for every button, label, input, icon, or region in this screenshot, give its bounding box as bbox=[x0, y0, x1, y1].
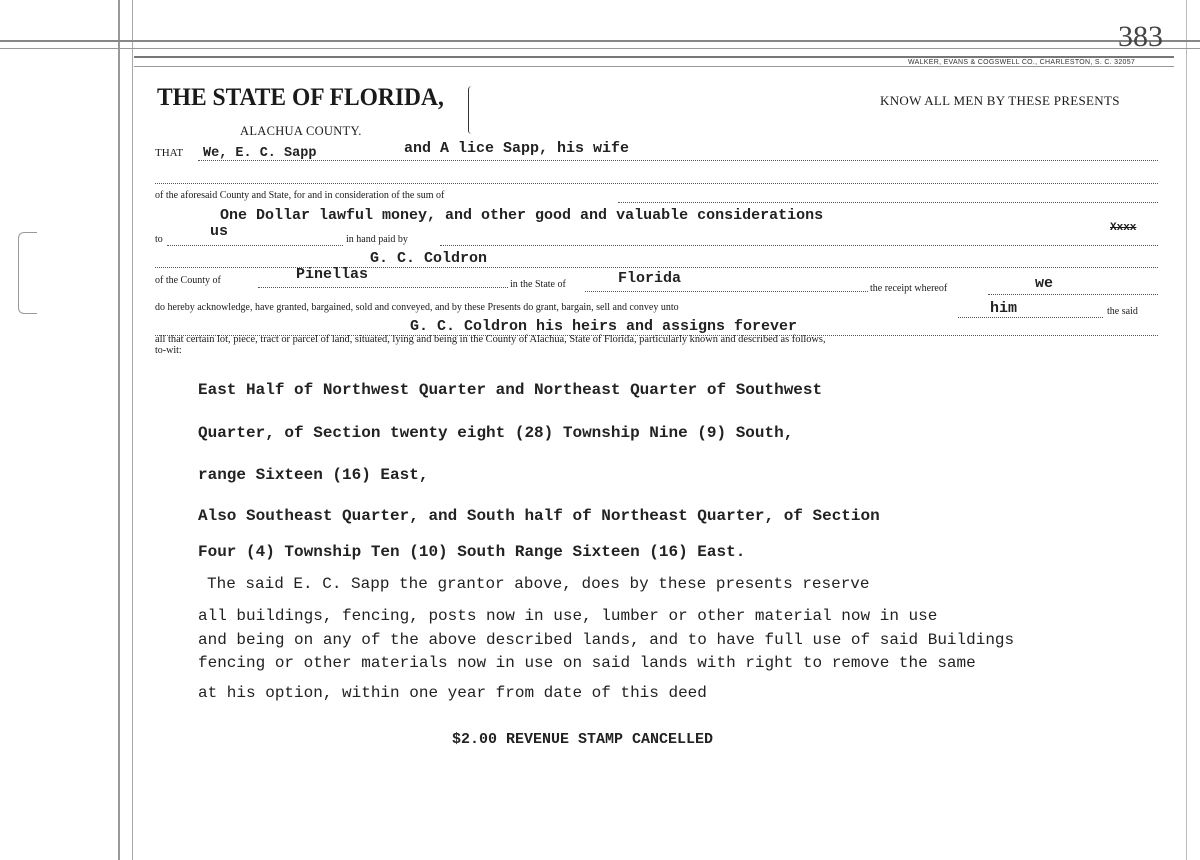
state-dotline bbox=[585, 291, 868, 292]
left-border-rule bbox=[118, 0, 120, 860]
left-border-rule-inner bbox=[132, 0, 133, 860]
grantee-value: G. C. Coldron his heirs and assigns forever bbox=[410, 318, 798, 335]
in-hand-paid-label: in hand paid by bbox=[346, 234, 408, 245]
consideration-value: One Dollar lawful money, and other good and valuable considerations bbox=[220, 207, 824, 224]
paid-by-value: G. C. Coldron bbox=[370, 250, 488, 267]
description-line-1: East Half of Northwest Quarter and Northeast Quarter of Southwest bbox=[198, 381, 823, 399]
state-title: THE STATE OF FLORIDA, bbox=[157, 84, 444, 111]
struck-text: Xxxx bbox=[1110, 222, 1137, 234]
county-label: ALACHUA COUNTY. bbox=[240, 124, 362, 138]
state-value: Florida bbox=[618, 270, 682, 287]
that-dotline bbox=[198, 160, 1158, 161]
reservation-line-1: The said E. C. Sapp the grantor above, does by these presents reserve bbox=[207, 575, 870, 593]
top-rule-2 bbox=[0, 48, 1200, 49]
lot-text: all that certain lot, piece, tract or parcel of land, situated, lying and being in the County of Alachua, State of Florida, particularly known and described as follows, bbox=[155, 334, 826, 345]
to-dotline bbox=[167, 245, 343, 246]
grantors-value: We, E. C. Sapp bbox=[203, 146, 317, 161]
revenue-stamp-note: $2.00 REVENUE STAMP CANCELLED bbox=[452, 731, 714, 748]
blank-line-1 bbox=[155, 183, 1158, 184]
description-line-4: Also Southeast Quarter, and South half of Northeast Quarter, of Section bbox=[198, 507, 880, 525]
consideration-label: of the aforesaid County and State, for and in consideration of the sum of bbox=[155, 190, 445, 201]
reservation-line-2: all buildings, fencing, posts now in use, lumber or other material now in use bbox=[198, 607, 938, 625]
to-wit-label: to-wit: bbox=[155, 345, 182, 356]
county-dotline bbox=[258, 287, 508, 288]
consideration-dotline bbox=[618, 202, 1158, 203]
top-rule-4 bbox=[134, 66, 1174, 67]
receipt-value: we bbox=[1035, 275, 1054, 292]
brace-mark bbox=[468, 86, 475, 134]
right-border-rule bbox=[1186, 0, 1187, 860]
receipt-dotline bbox=[988, 294, 1158, 295]
of-county-label: of the County of bbox=[155, 275, 221, 286]
know-all-men: KNOW ALL MEN BY THESE PRESENTS bbox=[880, 93, 1120, 108]
convey-value: him bbox=[990, 300, 1018, 317]
top-rule bbox=[0, 40, 1200, 42]
reservation-line-5: at his option, within one year from date of this deed bbox=[198, 684, 707, 702]
to-label: to bbox=[155, 234, 163, 245]
description-line-5: Four (4) Township Ten (10) South Range Sixteen (16) East. bbox=[198, 543, 746, 561]
top-rule-3 bbox=[134, 56, 1174, 58]
that-label: THAT bbox=[155, 147, 184, 159]
convey-dotline bbox=[958, 317, 1103, 318]
in-state-label: in the State of bbox=[510, 279, 566, 290]
reservation-line-4: fencing or other materials now in use on said lands with right to remove the same bbox=[198, 654, 976, 672]
to-value: us bbox=[210, 223, 229, 240]
page-number: 383 bbox=[1118, 20, 1163, 53]
binding-bracket bbox=[18, 232, 37, 314]
receipt-label: the receipt whereof bbox=[870, 283, 948, 294]
grantors-cont: and A lice Sapp, his wife bbox=[404, 140, 630, 157]
paid-dotline bbox=[440, 245, 1158, 246]
acknowledge-text: do hereby acknowledge, have granted, bargained, sold and conveyed, and by these Presents do grant, bargain, sell and convey unto bbox=[155, 302, 679, 313]
county-value: Pinellas bbox=[296, 266, 369, 283]
reservation-line-3: and being on any of the above described lands, and to have full use of said Buildings bbox=[198, 631, 1015, 649]
description-line-3: range Sixteen (16) East, bbox=[198, 466, 429, 484]
publisher-imprint: WALKER, EVANS & COGSWELL CO., CHARLESTON, S. C. 32057 bbox=[908, 59, 1136, 66]
description-line-2: Quarter, of Section twenty eight (28) Township Nine (9) South, bbox=[198, 424, 794, 442]
the-said-label: the said bbox=[1107, 306, 1138, 317]
